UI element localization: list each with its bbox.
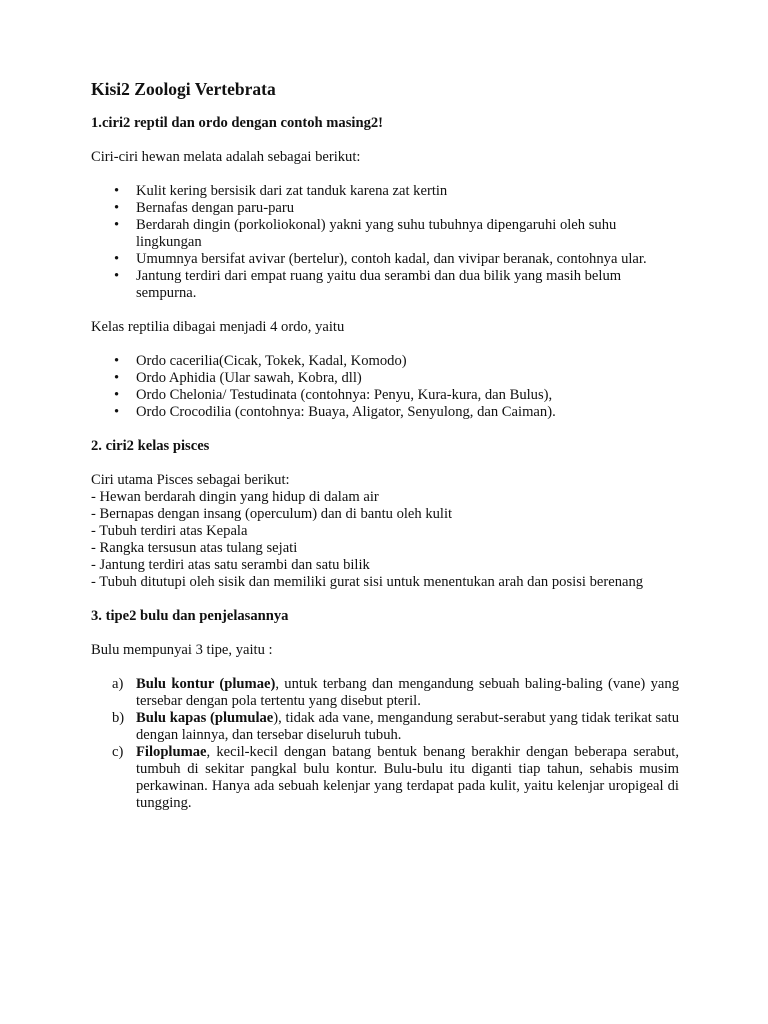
list-item: - Hewan berdarah dingin yang hidup di dalam air [91,489,379,505]
document-page [91,78,679,812]
list-item: • Kulit kering bersisik dari zat tanduk karena zat kertin [114,183,448,199]
section-1-intro: Ciri-ciri hewan melata adalah sebagai berikut: [91,149,361,165]
definition: , untuk terbang dan mengandung sebuah baling-baling (vane) yang tersebar dengan pola tertentu yang disebut pteril. [136,676,679,709]
section-1-heading: 1.ciri2 reptil dan ordo dengan contoh masing2! [91,115,384,131]
list-item [91,744,679,812]
term: Filoplumae [136,744,207,760]
bullet-icon: • [114,370,120,386]
definition: , kecil-kecil dengan batang bentuk benang berakhir dengan beberapa serabut, tumbuh di sekitar pangkal bulu kontur. Bulu-bulu itu diganti tiap tahun, sehabis musim perkawinan. Hanya ada sebuah kelenjar yang terdapat pada kulit, yaitu kelenjar uropigeal di tungging. [136,744,679,811]
bullet-icon: • [114,404,120,420]
feather-intro: Bulu mempunyai 3 tipe, yaitu : [91,642,273,658]
reptile-traits-list [91,183,679,302]
list-marker: b) [112,710,125,726]
pisces-intro: Ciri utama Pisces sebagai berikut: [91,472,290,488]
bullet-icon: • [114,353,120,369]
term: Bulu kapas (plumulae [136,710,274,726]
bullet-icon: • [114,251,120,267]
term: Bulu kontur (plumae) [136,676,276,692]
list-item: - Jantung terdiri atas satu serambi dan satu bilik [91,557,370,573]
list-item: • Ordo Aphidia (Ular sawah, Kobra, dll) [114,370,362,386]
section-2-heading: 2. ciri2 kelas pisces [91,438,210,454]
list-item: • Ordo Chelonia/ Testudinata (contohnya: Penyu, Kura-kura, dan Bulus), [114,387,553,403]
list-item: • Bernafas dengan paru-paru [114,200,295,216]
list-item: - Rangka tersusun atas tulang sejati [91,540,298,556]
list-item: - Tubuh terdiri atas Kepala [91,523,248,539]
bullet-icon: • [114,200,120,216]
document-title: Kisi2 Zoologi Vertebrata [91,79,276,99]
feather-types-list [91,676,679,812]
list-item [91,676,679,710]
list-item [91,710,679,744]
list-marker: a) [112,676,124,692]
pisces-traits [91,472,679,591]
list-item: - Tubuh ditutupi oleh sisik dan memiliki gurat sisi untuk menentukan arah dan posisi berenang [91,574,644,590]
bullet-icon: • [114,183,120,199]
list-item: • Ordo cacerilia(Cicak, Tokek, Kadal, Komodo) [114,353,407,369]
list-marker: c) [112,744,124,760]
list-item: • Ordo Crocodilia (contohnya: Buaya, Aligator, Senyulong, dan Caiman). [114,404,556,420]
ordo-intro: Kelas reptilia dibagai menjadi 4 ordo, yaitu [91,319,345,335]
definition: ), tidak ada vane, mengandung serabut-serabut yang tidak terikat satu dengan lainnya, dan tersebar diseluruh tubuh. [136,710,679,743]
bullet-icon: • [114,387,120,403]
list-item: • Berdarah dingin (porkoliokonal) yakni yang suhu tubuhnya dipengaruhi oleh suhu lingkungan [114,217,617,250]
reptile-ordo-list [91,353,679,421]
list-item: - Bernapas dengan insang (operculum) dan di bantu oleh kulit [91,506,453,522]
bullet-icon: • [114,268,120,284]
section-3-heading: 3. tipe2 bulu dan penjelasannya [91,608,289,624]
bullet-icon: • [114,217,120,233]
list-item: • Umumnya bersifat avivar (bertelur), contoh kadal, dan vivipar beranak, contohnya ular. [114,251,647,267]
list-item: • Jantung terdiri dari empat ruang yaitu dua serambi dan dua bilik yang masih belum sempurna. [114,268,622,301]
